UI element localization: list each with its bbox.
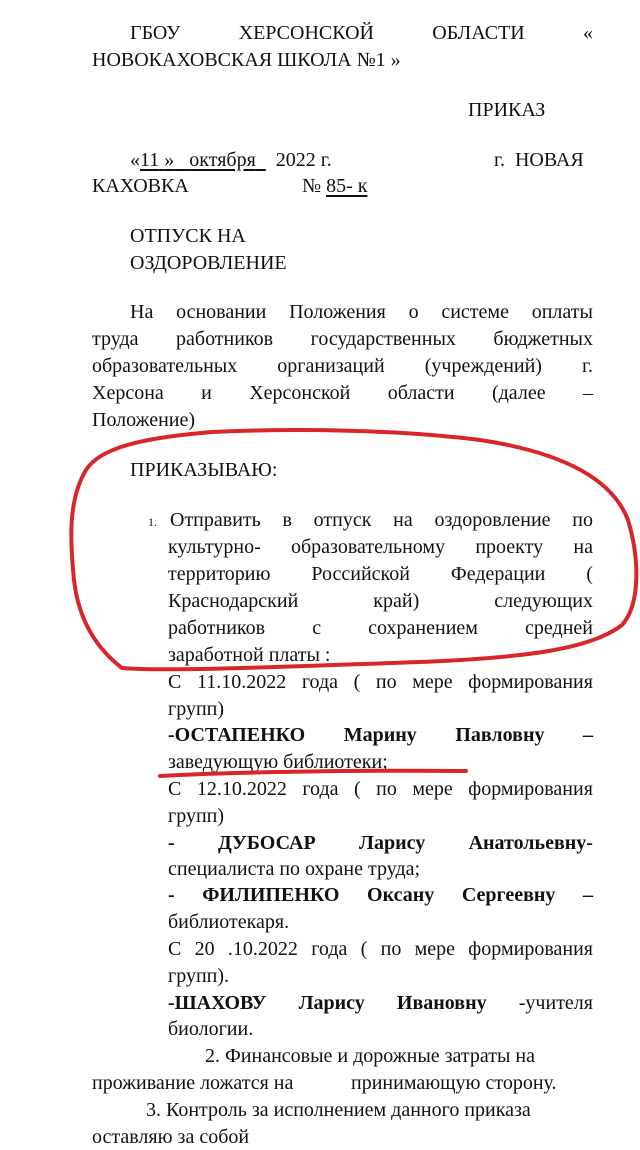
dash: – — [583, 724, 593, 746]
word: по — [376, 778, 397, 800]
word: -ШАХОВУ — [168, 992, 267, 1014]
word: « — [582, 22, 593, 44]
word: труда — [92, 328, 139, 350]
date-gap — [174, 149, 189, 171]
dash: - — [168, 724, 175, 746]
word: культурно- — [168, 536, 261, 558]
doc-type-title: ПРИКАЗ — [468, 99, 546, 121]
dash: - — [168, 832, 175, 854]
word: Федерации — [450, 563, 546, 585]
group-1-date-line — [168, 669, 593, 695]
word: оплаты — [531, 301, 593, 323]
basis-line-3 — [92, 353, 593, 379]
dash: – — [582, 884, 593, 906]
group-3-date-line — [168, 936, 593, 962]
word: С — [168, 778, 182, 800]
word: Херсонской — [249, 382, 351, 404]
word: бюджетных — [493, 328, 593, 350]
item-1-number: 1. — [148, 515, 157, 529]
person-3-name-line — [168, 882, 593, 908]
word: государственных — [310, 328, 456, 350]
word: мере — [414, 938, 456, 960]
item-3-line-2: оставляю за собой — [92, 1126, 250, 1148]
quote-open: « — [130, 149, 140, 171]
word: следующих — [494, 590, 593, 612]
word: ГБОУ — [130, 22, 181, 44]
word: ХЕРСОНСКОЙ — [238, 22, 374, 44]
word: о — [408, 301, 419, 323]
word: – — [582, 382, 593, 404]
subject-line-2: ОЗДОРОВЛЕНИЕ — [130, 252, 287, 274]
number-value: 85- к — [326, 175, 368, 197]
word: .10.2022 — [227, 938, 298, 960]
word: С — [168, 938, 182, 960]
word: ( — [353, 671, 361, 693]
city-name-part1: НОВАЯ — [514, 149, 584, 171]
word: формирования — [468, 778, 593, 800]
word: Положения — [289, 301, 386, 323]
word: 12.10.2022 — [196, 778, 287, 800]
word: Ларису — [298, 992, 365, 1014]
word: образовательному — [291, 536, 446, 558]
person-1-role: заведующую библиотеки; — [168, 751, 388, 773]
person-4-role-end: биологии. — [168, 1018, 254, 1040]
word: отпуск — [313, 509, 372, 531]
word: ( — [586, 563, 593, 585]
word: Сергеевну — [461, 884, 556, 906]
year-suffix: г. — [320, 149, 332, 171]
date-block — [130, 147, 332, 173]
group-2-date-line — [168, 776, 593, 802]
word: ОБЛАСТИ — [432, 22, 525, 44]
item-1-line-4 — [168, 588, 593, 614]
org-line-2: НОВОКАХОВСКАЯ ШКОЛА №1 » — [92, 49, 401, 71]
word: На — [130, 301, 154, 323]
person-2-role: специалиста по охране труда; — [168, 858, 421, 880]
org-line-1 — [130, 20, 593, 46]
word: 11.10.2022 — [196, 671, 287, 693]
person-1-surname — [168, 722, 305, 748]
word: край) — [373, 590, 420, 612]
word: ДУБОСАР — [218, 832, 316, 854]
item-1-line-6: заработной платы : — [168, 644, 331, 666]
word: формирования — [468, 671, 593, 693]
item-1-line-2 — [168, 534, 593, 560]
city-prefix: г. — [494, 149, 505, 171]
word: года — [311, 938, 348, 960]
date-year: 2022 — [275, 149, 316, 171]
word: (далее — [491, 382, 546, 404]
word: Краснодарский — [168, 590, 299, 612]
word: оздоровление — [434, 509, 551, 531]
word: года — [302, 778, 339, 800]
word: работников — [176, 328, 274, 350]
person-2-name-line — [168, 830, 593, 856]
word: на — [393, 509, 413, 531]
word: Оксану — [367, 884, 435, 906]
word: проекту — [475, 536, 544, 558]
word: на — [573, 536, 593, 558]
word: С — [168, 671, 182, 693]
item-1-line-3 — [168, 561, 593, 587]
word: по — [572, 509, 593, 531]
city-line — [494, 147, 584, 173]
word: ОСТАПЕНКО — [174, 724, 306, 746]
date-day: 11 — [140, 149, 160, 171]
word: области — [387, 382, 455, 404]
word: по — [375, 671, 397, 693]
word: средней — [525, 617, 593, 639]
subject-line-1: ОТПУСК НА — [130, 225, 246, 247]
word: территорию — [168, 563, 271, 585]
word: (учреждений) — [424, 355, 542, 377]
person-3-role: библиотекаря. — [168, 911, 290, 933]
word: образовательных — [92, 355, 238, 377]
item-3-line-1: 3. Контроль за исполнением данного приказа — [146, 1099, 531, 1121]
basis-line-5: Положение) — [92, 409, 196, 431]
word: системе — [441, 301, 509, 323]
word: Херсона — [92, 382, 164, 404]
word: Отправить — [170, 509, 261, 531]
word: основании — [176, 301, 267, 323]
word: с — [312, 617, 322, 639]
word: мере — [412, 671, 453, 693]
number-label: № — [302, 175, 322, 197]
word: Российской — [311, 563, 410, 585]
word: формирования — [468, 938, 593, 960]
word: мере — [412, 778, 453, 800]
word: Марину — [343, 724, 417, 746]
item-2-line-1: 2. Финансовые и дорожные затраты на — [205, 1045, 535, 1067]
person-1-name-line — [168, 722, 593, 748]
word: в — [282, 509, 292, 531]
word: Анатольевну- — [468, 832, 593, 854]
person-4-name-line — [168, 990, 593, 1016]
word: ФИЛИПЕНКО — [202, 884, 340, 906]
city-line-2: КАХОВКА — [92, 175, 189, 197]
item-2-line-2a: проживание ложатся на — [92, 1072, 294, 1094]
order-number — [302, 173, 367, 199]
word: Ивановну — [396, 992, 487, 1014]
word: -учителя — [518, 992, 593, 1014]
group-1-date-line-2: групп) — [168, 698, 225, 720]
quote-close: » — [164, 149, 175, 171]
word: ( — [353, 778, 361, 800]
word: ( — [360, 938, 368, 960]
word: 20 — [194, 938, 215, 960]
basis-line-2 — [92, 326, 593, 352]
word: организаций — [277, 355, 385, 377]
word: Павловну — [455, 724, 545, 746]
word: и — [201, 382, 212, 404]
group-3-date-line-2: групп). — [168, 965, 230, 987]
item-2-line-2b: принимающую сторону. — [351, 1072, 557, 1094]
dash: - — [168, 884, 175, 906]
word: по — [380, 938, 402, 960]
order-word: ПРИКАЗЫВАЮ: — [130, 459, 278, 481]
basis-line-1 — [130, 299, 593, 325]
item-1-line-5 — [168, 615, 593, 641]
word: работников — [168, 617, 266, 639]
group-2-date-line-2: групп) — [168, 805, 225, 827]
word: Ларису — [359, 832, 426, 854]
basis-line-4 — [92, 380, 593, 406]
item-1-line-1 — [170, 507, 593, 533]
word: года — [301, 671, 339, 693]
word: сохранением — [368, 617, 478, 639]
date-gap — [256, 149, 266, 171]
date-month: октября — [189, 149, 256, 171]
word: г. — [582, 355, 593, 377]
